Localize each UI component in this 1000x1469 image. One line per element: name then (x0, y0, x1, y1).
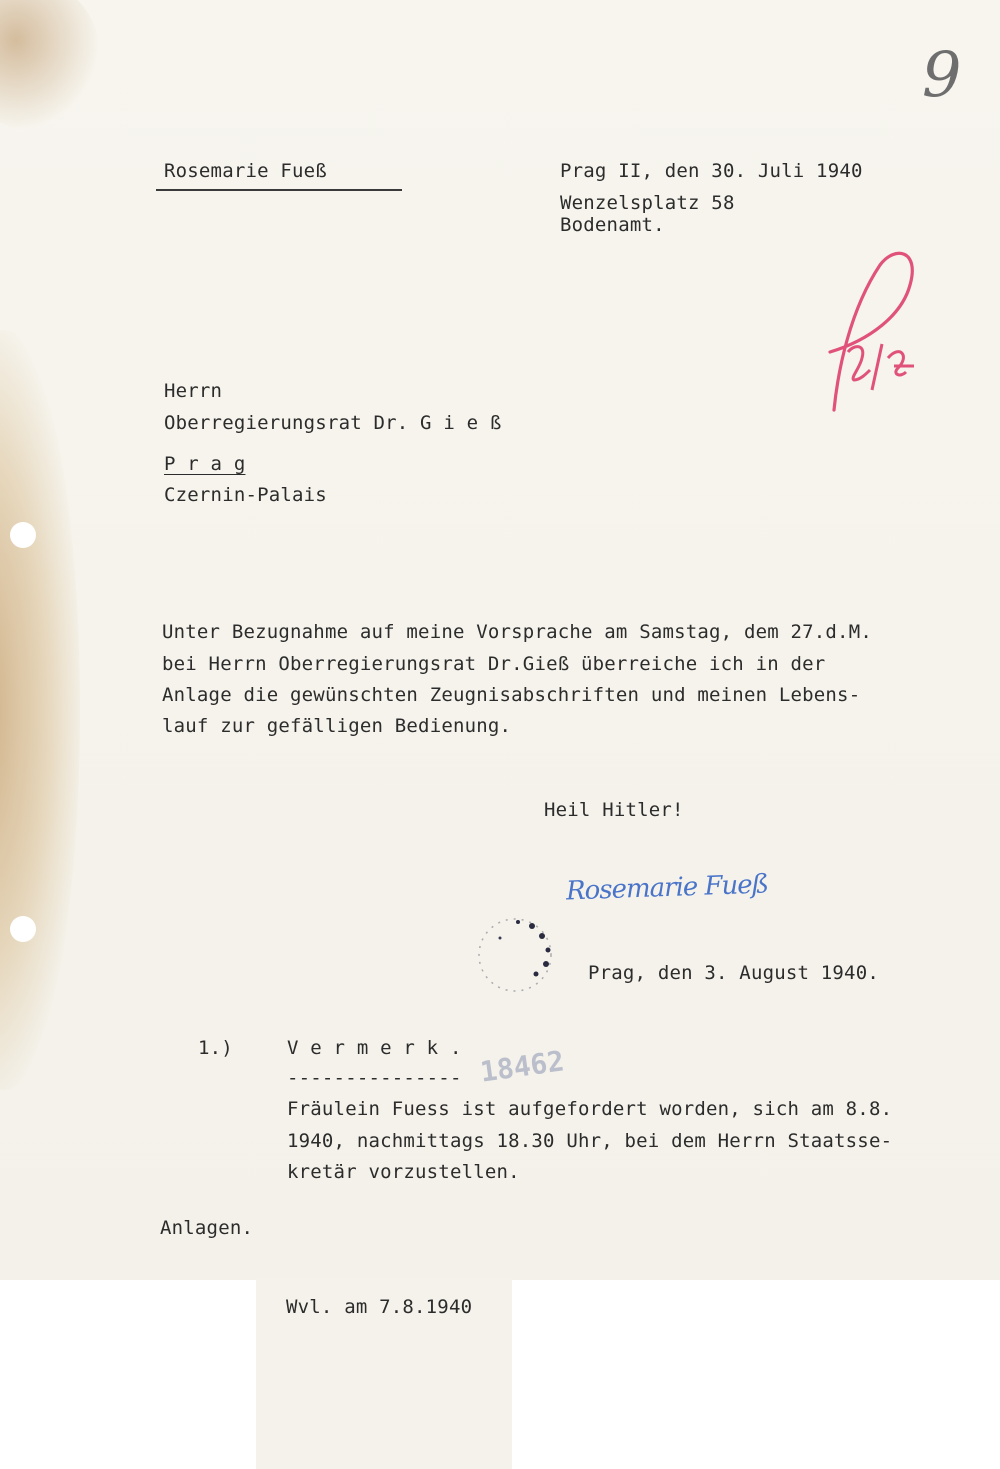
body-line: Anlage die gewünschten Zeugnisabschriften und meinen Lebens- (162, 684, 861, 706)
address-line: Wenzelsplatz 58 (560, 192, 735, 214)
note-line: kretär vorzustellen. (287, 1161, 520, 1183)
sender-name: Rosemarie Fueß (164, 160, 327, 182)
body-line: bei Herrn Oberregierungsrat Dr.Gieß überreiche ich in der (162, 653, 826, 675)
resubmission-slip (256, 1278, 512, 1469)
note-underline: --------------- (287, 1067, 462, 1089)
recipient-salutation: Herrn (164, 380, 223, 402)
punch-hole (10, 522, 36, 548)
note-line: 1940, nachmittags 18.30 Uhr, bei dem Herrn Staatsse- (287, 1130, 893, 1152)
closing: Heil Hitler! (544, 799, 684, 821)
body-line: Unter Bezugnahme auf meine Vorsprache am Samstag, dem 27.d.M. (162, 621, 872, 643)
sender-underline (156, 189, 402, 191)
note-heading: V e r m e r k . (287, 1037, 462, 1059)
department-line: Bodenamt. (560, 214, 665, 236)
note-line: Fräulein Fuess ist aufgefordert worden, sich am 8.8. (287, 1098, 893, 1120)
round-stamp (470, 910, 560, 1000)
rust-stain (0, 330, 80, 1090)
punch-hole (10, 916, 36, 942)
place-date-line: Prag II, den 30. Juli 1940 (560, 160, 863, 182)
attachments-label: Anlagen. (160, 1217, 254, 1239)
page-number: 9 (922, 38, 962, 111)
signature: Rosemarie Fueß (565, 869, 769, 907)
recipient-city: P r a g (164, 453, 246, 475)
note-number: 1.) (198, 1037, 233, 1059)
red-initials-mark (810, 240, 930, 420)
registry-stamp: 18462 (478, 1044, 567, 1089)
rust-stain-top (0, 0, 100, 130)
resubmission-note: Wvl. am 7.8.1940 (286, 1296, 473, 1318)
body-line: lauf zur gefälligen Bedienung. (162, 715, 512, 737)
recipient-address: Czernin-Palais (164, 484, 327, 506)
recipient-name: Oberregierungsrat Dr. G i e ß (164, 412, 502, 434)
date-line-2: Prag, den 3. August 1940. (588, 962, 879, 984)
